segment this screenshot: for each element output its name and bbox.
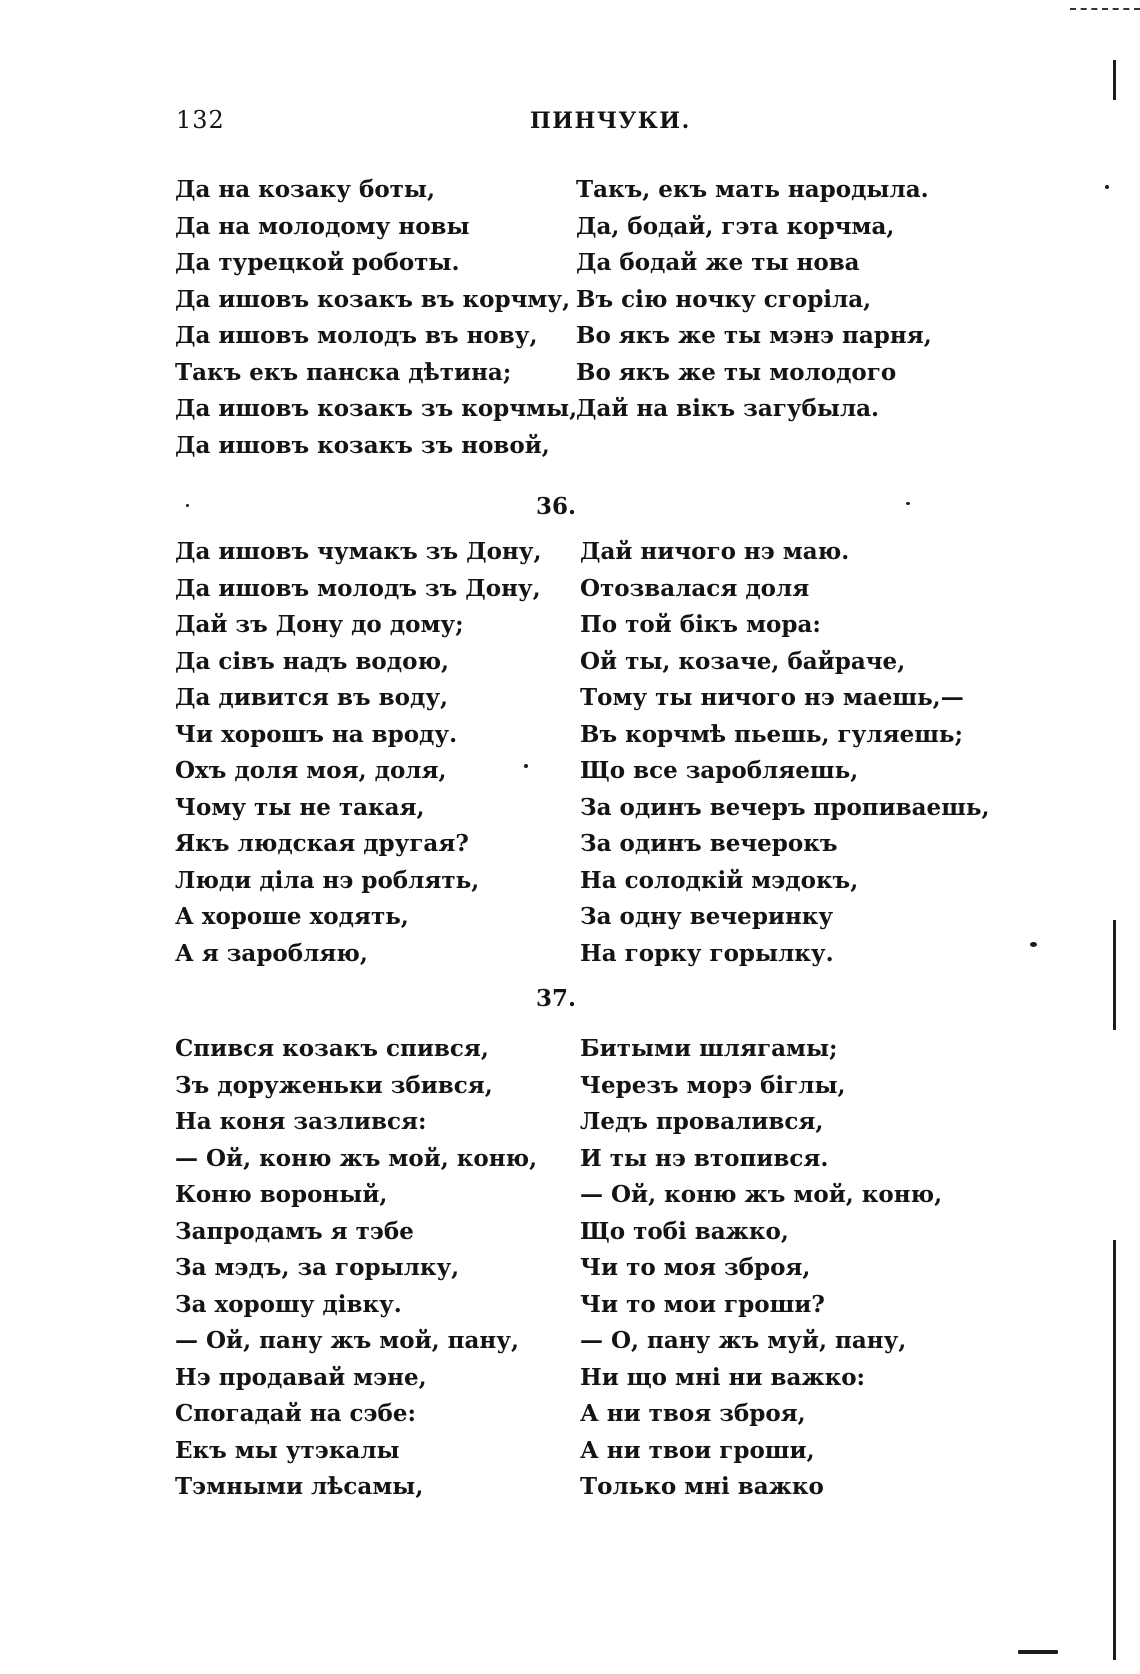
- verse-line: Дай на вікъ загубыла.: [576, 395, 880, 422]
- verse-line: Дай ничого нэ маю.: [580, 538, 850, 565]
- verse-line: Екъ мы утэкалы: [175, 1436, 400, 1464]
- verse-line: Дай зъ Дону до дому;: [175, 611, 464, 638]
- verse-line: Спився козакъ спився,: [175, 1035, 489, 1062]
- verse-line: Запродамъ я тэбе: [175, 1217, 414, 1245]
- verse-line: Що все заробляешь,: [580, 757, 859, 784]
- scan-speck: [1030, 942, 1037, 947]
- verse-line: Да турецкой роботы.: [175, 249, 460, 276]
- scan-speck: [906, 502, 910, 505]
- verse-line: Спогадай на сэбе:: [175, 1400, 416, 1427]
- scan-edge-line: [1113, 60, 1116, 100]
- verse-line: На горку горылку.: [580, 939, 834, 967]
- verse-column-right: [580, 534, 990, 972]
- verse-line: Да бодай же ты нова: [576, 249, 860, 276]
- verse-line: Зъ доруженьки збився,: [175, 1071, 493, 1099]
- verse-line: Ни що мні ни важко:: [580, 1363, 866, 1391]
- verse-line: Такъ, екъ мать народыла.: [576, 176, 929, 203]
- verse-line: Чи то моя зброя,: [580, 1254, 811, 1281]
- verse-line: Отозвалася доля: [580, 574, 810, 602]
- verse-line: За одинъ вечеръ пропиваешь,: [580, 793, 990, 821]
- verse-line: Ледъ провалився,: [580, 1108, 824, 1135]
- running-title: ПИНЧУКИ.: [530, 108, 691, 134]
- song-number: 36.: [536, 493, 577, 520]
- verse-line: Тому ты ничого нэ маешь,—: [580, 684, 964, 711]
- verse-line: Чи хорошъ на вроду.: [175, 720, 458, 748]
- verse-line: Во якъ же ты молодого: [576, 358, 897, 386]
- verse-line: Коню вороный,: [175, 1181, 388, 1208]
- scan-speck: [524, 764, 528, 768]
- scan-corner-mark: [1070, 0, 1140, 10]
- verse-line: — О, пану жъ муй, пану,: [580, 1327, 907, 1354]
- verse-line: — Ой, коню жъ мой, коню,: [580, 1181, 943, 1208]
- verse-line: Во якъ же ты мэнэ парня,: [576, 322, 932, 349]
- scan-edge-line: [1113, 1240, 1116, 1660]
- scan-foot-mark: [1018, 1650, 1058, 1654]
- verse-line: — Ой, пану жъ мой, пану,: [175, 1327, 519, 1354]
- verse-line: За одинъ вечерокъ: [580, 830, 838, 857]
- verse-line: Да дивится въ воду,: [175, 684, 449, 711]
- verse-line: Люди діла нэ роблять,: [175, 866, 480, 894]
- verse-line: Битыми шлягамы;: [580, 1035, 838, 1062]
- verse-line: Чи то мои гроши?: [580, 1290, 825, 1318]
- verse-line: Що тобі важко,: [580, 1217, 789, 1245]
- verse-line: Въ корчмѣ пьешь, гуляешь;: [580, 720, 964, 748]
- verse-line: Чому ты не такая,: [175, 793, 425, 821]
- verse-column-right: [580, 1031, 942, 1506]
- verse-line: Да на молодому новы: [175, 212, 470, 240]
- verse-line: А ни твои гроши,: [580, 1436, 815, 1464]
- scan-speck: [1105, 185, 1109, 189]
- verse-line: — Ой, коню жъ мой, коню,: [175, 1144, 538, 1172]
- verse-line: И ты нэ втопився.: [580, 1144, 829, 1172]
- verse-line: Да ишовъ молодъ въ нову,: [175, 322, 538, 349]
- verse-line: Да ишовъ козакъ зъ новой,: [175, 431, 550, 459]
- verse-line: На коня зазлився:: [175, 1108, 427, 1135]
- verse-column-left: [175, 1031, 537, 1506]
- verse-column-left: [175, 172, 577, 464]
- verse-line: Нэ продавай мэне,: [175, 1363, 427, 1391]
- verse-line: Да ишовъ молодъ зъ Дону,: [175, 574, 541, 602]
- verse-line: Да на козаку боты,: [175, 176, 435, 203]
- verse-line: Да сівъ надъ водою,: [175, 647, 450, 675]
- verse-line: Да ишовъ козакъ зъ корчмы,: [175, 395, 578, 422]
- verse-line: Черезъ морэ біглы,: [580, 1071, 846, 1099]
- scan-edge-line: [1113, 920, 1116, 1030]
- verse-line: За мэдъ, за горылку,: [175, 1254, 460, 1281]
- verse-line: Да, бодай, гэта корчма,: [576, 212, 895, 240]
- scan-speck: [186, 504, 189, 507]
- verse-line: Да ишовъ козакъ въ корчму,: [175, 285, 571, 313]
- verse-line: А ни твоя зброя,: [580, 1400, 806, 1427]
- song-number: 37.: [536, 985, 577, 1012]
- verse-line: Тэмными лѣсамы,: [175, 1473, 424, 1500]
- verse-line: Такъ екъ панска дѣтина;: [175, 358, 512, 386]
- verse-line: За хорошу дівку.: [175, 1290, 402, 1318]
- verse-line: А хороше ходять,: [175, 903, 409, 930]
- verse-line: Ой ты, козаче, байраче,: [580, 647, 906, 675]
- verse-line: Да ишовъ чумакъ зъ Дону,: [175, 538, 542, 565]
- verse-line: За одну вечеринку: [580, 903, 834, 930]
- verse-line: Въ сію ночку сгоріла,: [576, 285, 872, 313]
- verse-column-right: [576, 172, 932, 428]
- verse-line: Только мні важко: [580, 1473, 824, 1500]
- verse-line: Якъ людская другая?: [175, 830, 469, 857]
- page-number: 132: [176, 106, 225, 134]
- verse-column-left: [175, 534, 542, 972]
- verse-line: А я заробляю,: [175, 939, 368, 967]
- verse-line: На солодкій мэдокъ,: [580, 866, 859, 894]
- verse-line: Охъ доля моя, доля,: [175, 757, 447, 784]
- verse-line: По той бікъ мора:: [580, 611, 821, 638]
